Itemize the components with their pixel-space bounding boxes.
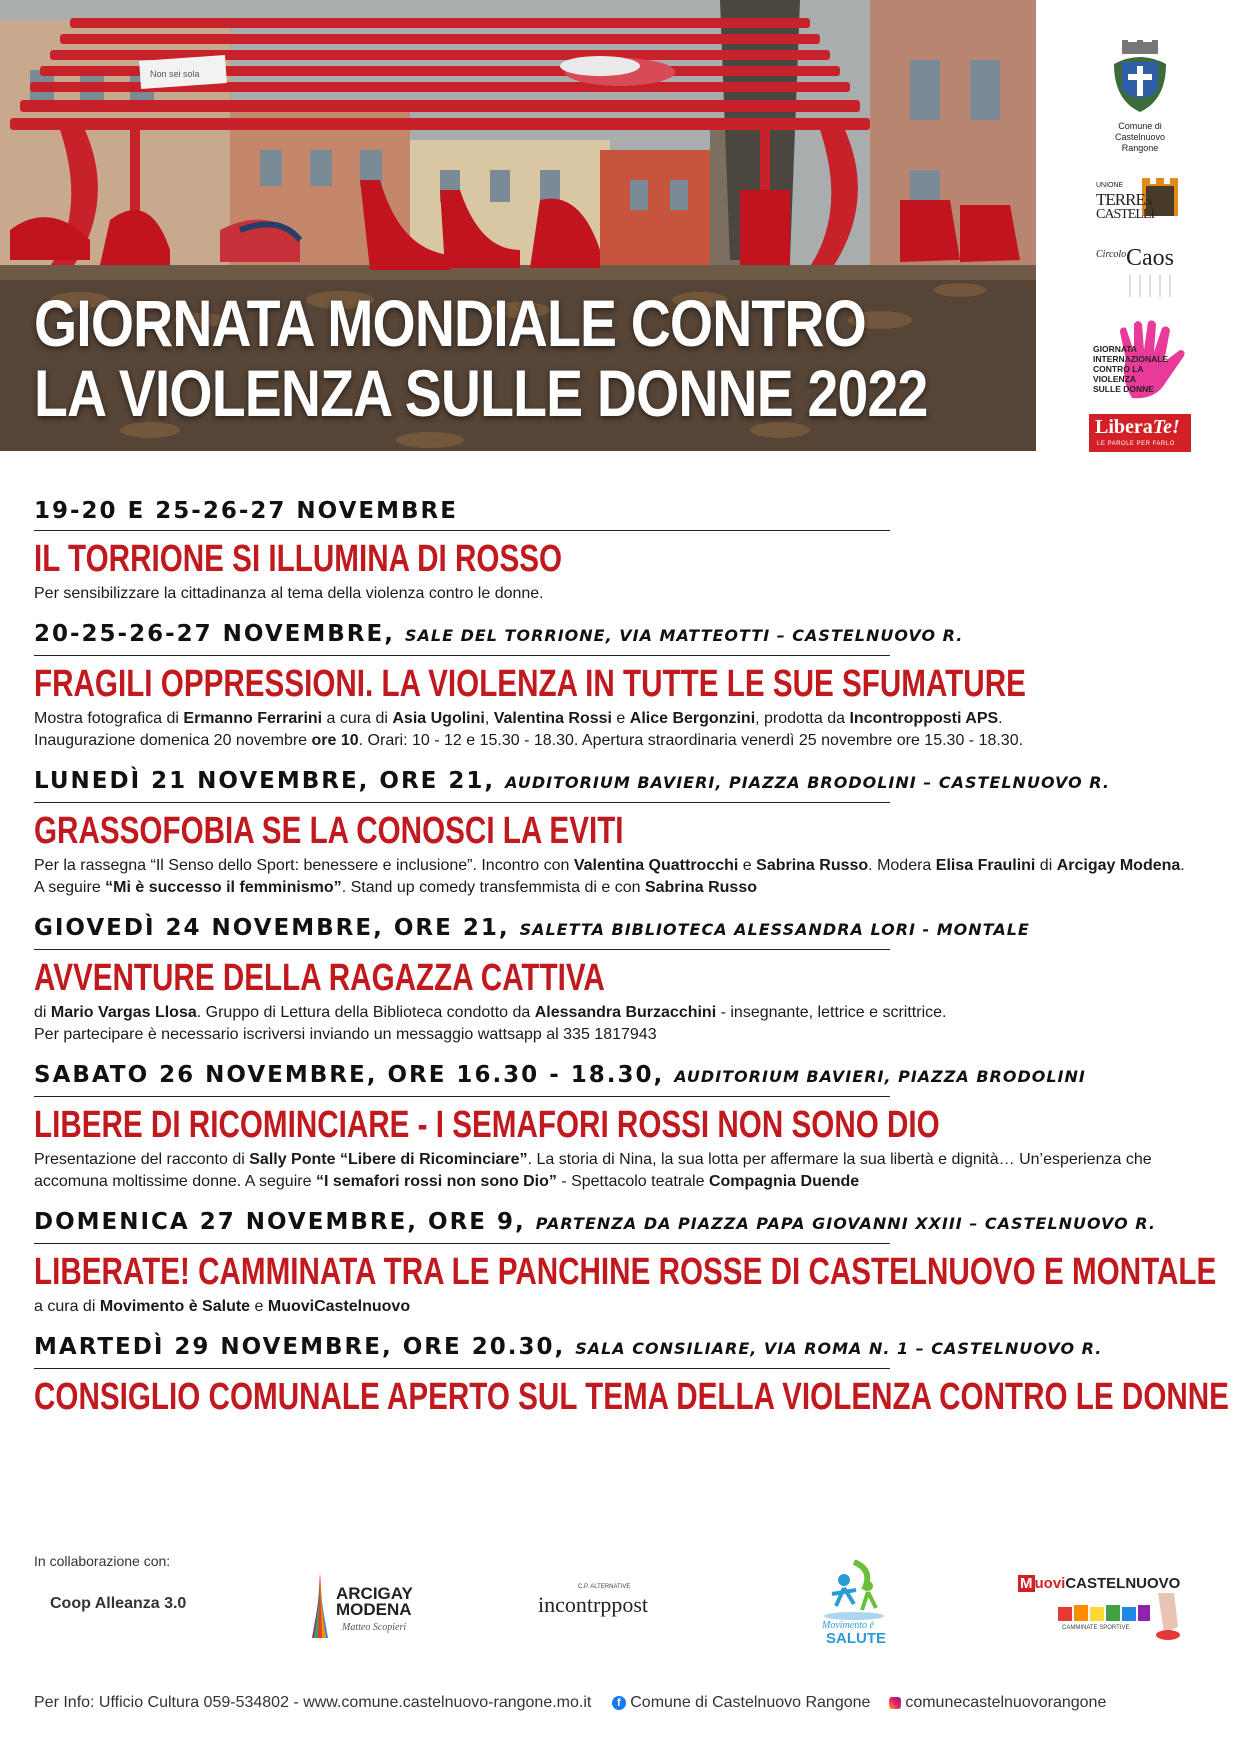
hero-title	[34, 288, 927, 428]
event-date-line	[34, 496, 1194, 526]
arcigay-line3: Matteo Scopieri	[342, 1622, 407, 1633]
event-title: AVVENTURE DELLA RAGAZZA CATTIVA	[34, 957, 605, 999]
event-title: CONSIGLIO COMUNALE APERTO SUL TEMA DELLA VIOLENZA CONTRO LE DONNE	[34, 1376, 1229, 1418]
movimento-line1: Movimento è	[822, 1620, 874, 1631]
event-title: FRAGILI OPPRESSIONI. LA VIOLENZA IN TUTTE LE SUE SFUMATURE	[34, 663, 1026, 705]
event-date: 19-20 E 25-26-27 NOVEMBRE	[34, 498, 458, 524]
comune-line2: Castelnuovo	[1114, 132, 1166, 142]
circolo-line1: Circolo	[1096, 249, 1127, 260]
divider	[34, 802, 890, 803]
event-date: DOMENICA 27 NOVEMBRE, ORE 9,	[34, 1209, 526, 1235]
event-description: Mostra fotografica di Ermanno Ferrarini a cura di Asia Ugolini, Valentina Rossi e Alice Bergonzini, prodotta da Incontropposti APS. Inaugurazione domenica 20 novembre ore 10. Orari: 10 - 12 e 15.30 - 18.30. Apertura straordinaria venerdì 25 novembre ore 15.30 - 18.30.	[34, 710, 1024, 749]
event-location: SALA CONSILIARE, VIA ROMA N. 1 – CASTELNUOVO R.	[575, 1339, 1103, 1358]
divider	[34, 1368, 890, 1369]
running-figures-icon	[814, 1560, 894, 1620]
circolo-caos-logo	[1090, 245, 1190, 301]
event-7	[34, 1332, 1229, 1418]
incontropposti-b: ppost	[600, 1592, 649, 1617]
event-date-line	[34, 766, 1194, 798]
giornata-line1: GIORNATA	[1093, 344, 1138, 354]
muovi-c: CASTELNUOVO	[1065, 1575, 1181, 1592]
event-6	[34, 1207, 1217, 1318]
event-date-line	[34, 1207, 1194, 1239]
event-date-line	[34, 1332, 1194, 1364]
comune-logo	[1090, 40, 1190, 154]
muovi-a: M	[1020, 1575, 1033, 1592]
footer	[34, 1694, 1106, 1712]
event-title: LIBERE DI RICOMINCIARE - I SEMAFORI ROSSI NON SONO DIO	[34, 1104, 940, 1146]
arcigay-line2: MODENA	[336, 1600, 412, 1619]
event-date: GIOVEDÌ 24 NOVEMBRE, ORE 21,	[34, 915, 510, 941]
event-title: LIBERATE! CAMMINATA TRA LE PANCHINE ROSSE DI CASTELNUOVO E MONTALE	[34, 1251, 1217, 1293]
coop-alleanza-logo: Coop Alleanza 3.0	[50, 1595, 187, 1612]
hero-title-line2: LA VIOLENZA SULLE DONNE 2022	[34, 356, 928, 430]
divider	[34, 655, 890, 656]
colorful-crowd-icon	[1018, 1593, 1184, 1643]
incontropposti-logo	[538, 1584, 680, 1630]
divider	[34, 530, 890, 531]
giornata-line3: CONTRO LA	[1093, 364, 1144, 374]
hero-photo	[0, 0, 1036, 451]
muovi-b: uovi	[1034, 1575, 1066, 1592]
event-description: Per sensibilizzare la cittadinanza al tema della violenza contro le donne.	[34, 585, 544, 602]
facebook-icon: f	[612, 1696, 626, 1710]
event-location: AUDITORIUM BAVIERI, PIAZZA BRODOLINI	[674, 1067, 1086, 1086]
event-location: SALE DEL TORRIONE, VIA MATTEOTTI – CASTELNUOVO R.	[404, 626, 964, 645]
unione-terre-castelli-logo	[1090, 176, 1190, 226]
event-date-line	[34, 619, 1194, 651]
comune-line1: Comune di	[1118, 121, 1162, 131]
giornata-line4: VIOLENZA	[1093, 374, 1136, 384]
unione-line1: UNIONE	[1096, 182, 1124, 189]
event-2	[34, 619, 1194, 752]
giornata-internazionale-logo	[1090, 318, 1190, 404]
event-description: Per la rassegna “Il Senso dello Sport: benessere e inclusione”. Incontro con Valentina Quattrocchi e Sabrina Russo. Modera Elisa Fraulini di Arcigay Modena. A seguire “Mi è successo il femminismo”. Stand up comedy transfemmista di e con Sabrina Russo	[34, 857, 1185, 896]
liberate-line2: LE PAROLE PER FARLO	[1097, 441, 1175, 447]
divider	[34, 1096, 890, 1097]
instagram-icon	[889, 1697, 901, 1709]
liberate-line1: Libera	[1095, 416, 1153, 438]
event-location: PARTENZA DA PIAZZA PAPA GIOVANNI XXIII – CASTELNUOVO R.	[535, 1214, 1156, 1233]
liberate-line1b: Te!	[1152, 416, 1180, 438]
footer-instagram[interactable]: comunecastelnuovorangone	[905, 1694, 1107, 1711]
event-program	[34, 496, 1229, 1431]
muovicastelnuovo-logo	[1018, 1573, 1184, 1643]
event-5	[34, 1060, 1194, 1193]
event-date: 20-25-26-27 NOVEMBRE,	[34, 621, 395, 647]
event-date-line	[34, 913, 1194, 945]
unione-line3: DI	[1144, 198, 1152, 207]
event-title: GRASSOFOBIA SE LA CONOSCI LA EVITI	[34, 810, 624, 852]
event-description: Presentazione del racconto di Sally Ponte “Libere di Ricominciare”. La storia di Nina, la sua lotta per affermare la sua libertà e dignità… Un’esperienza che accomuna moltissime donne. A seguire “I semafori rossi non sono Dio” - Spettacolo teatrale Compagnia Duende	[34, 1151, 1152, 1190]
circolo-line2: Caos	[1126, 245, 1174, 271]
giornata-line2: INTERNAZIONALE	[1093, 354, 1169, 364]
event-location: AUDITORIUM BAVIERI, PIAZZA BRODOLINI – CASTELNUOVO R.	[505, 773, 1110, 792]
movimento-e-salute-logo	[814, 1560, 894, 1650]
hero-title-line1: GIORNATA MONDIALE CONTRO	[34, 286, 866, 360]
event-date: LUNEDÌ 21 NOVEMBRE, ORE 21,	[34, 768, 496, 794]
event-location: SALETTA BIBLIOTECA ALESSANDRA LORI - MONTALE	[519, 920, 1030, 939]
incontropposti-a: incontr	[538, 1592, 601, 1617]
footer-facebook[interactable]: Comune di Castelnuovo Rangone	[630, 1694, 871, 1711]
movimento-line2: SALUTE	[826, 1630, 886, 1647]
event-title: IL TORRIONE SI ILLUMINA DI ROSSO	[34, 538, 563, 580]
collaboration-label: In collaborazione con:	[34, 1553, 171, 1569]
event-date-line	[34, 1060, 1194, 1092]
footer-info[interactable]: Per Info: Ufficio Cultura 059-534802 - www.comune.castelnuovo-rangone.mo.it	[34, 1694, 592, 1711]
incontropposti-small: C.P. ALTERNATIVE	[578, 1584, 631, 1590]
muovi-small: CAMMINATE SPORTIVE	[1062, 1625, 1130, 1631]
event-3	[34, 766, 1194, 899]
event-date: MARTEDÌ 29 NOVEMBRE, ORE 20.30,	[34, 1334, 566, 1360]
arcigay-line1: ARCIGAY	[336, 1584, 413, 1603]
bench-sign-text: Non sei sola	[150, 69, 200, 79]
divider	[34, 949, 890, 950]
event-date: SABATO 26 NOVEMBRE, ORE 16.30 - 18.30,	[34, 1062, 665, 1088]
arcigay-modena-logo	[308, 1572, 428, 1642]
rainbow-tower-icon	[308, 1572, 332, 1638]
giornata-line5: SULLE DONNE	[1093, 384, 1154, 394]
divider	[34, 1243, 890, 1244]
event-description: di Mario Vargas Llosa. Gruppo di Lettura della Biblioteca condotto da Alessandra Burzacchini - insegnante, lettrice e scrittrice. Per partecipare è necessario iscriversi inviando un messaggio wattsapp al 335 1817943	[34, 1004, 947, 1043]
unione-line4: CASTELLI	[1096, 207, 1155, 222]
coat-of-arms-icon	[1110, 40, 1170, 116]
comune-line3: Rangone	[1121, 143, 1159, 153]
event-description: a cura di Movimento è Salute e MuoviCastelnuovo	[34, 1298, 411, 1315]
event-4	[34, 913, 1194, 1046]
event-1	[34, 496, 1194, 605]
liberate-logo	[1089, 414, 1191, 452]
unione-line2: TERRE	[1096, 190, 1145, 209]
